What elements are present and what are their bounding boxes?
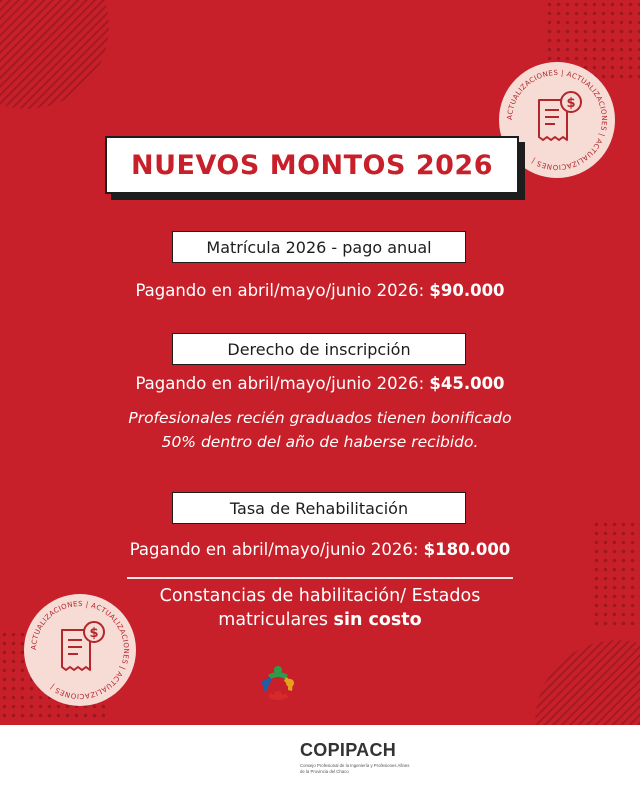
- price-amount: $45.000: [429, 374, 505, 393]
- closing-line-2: matriculares: [218, 610, 334, 630]
- closing-bold: sin costo: [333, 610, 422, 630]
- stripe-circle-bottom-right: [535, 640, 640, 725]
- stripe-circle-top-left: [0, 0, 110, 110]
- divider: [127, 577, 513, 579]
- copipach-logo-icon: [258, 661, 298, 701]
- label-derecho-inscripcion: Derecho de inscripción: [172, 333, 466, 365]
- closing-line-1: Constancias de habilitación/ Estados: [159, 586, 481, 606]
- svg-text:ACTUALIZACIONES | ACTUALIZACIO: [506, 69, 608, 171]
- note-line-1: Profesionales recién graduados tienen bonificado: [128, 409, 512, 427]
- price-line-inscripcion: [0, 374, 640, 393]
- closing-text: [0, 584, 640, 632]
- svg-text:$: $: [89, 626, 99, 641]
- receipt-dollar-icon: [539, 92, 581, 140]
- price-amount: $180.000: [423, 540, 511, 559]
- brand-name: COPIPACH: [300, 740, 397, 760]
- price-line-text: Pagando en abril/mayo/junio 2026:: [129, 540, 424, 559]
- title-box: [105, 136, 519, 194]
- brand-tagline: Consejo Profesional de la Ingeniería y Profesiones Afines de la Provincia del Chaco: [300, 763, 410, 774]
- price-line-text: Pagando en abril/mayo/junio 2026:: [135, 374, 430, 393]
- label-tasa-rehabilitacion: Tasa de Rehabilitación: [172, 492, 466, 524]
- svg-text:$: $: [566, 96, 576, 111]
- label-matricula: Matrícula 2026 - pago anual: [172, 231, 466, 263]
- price-amount: $90.000: [429, 281, 505, 300]
- seal-text: ACTUALIZACIONES | ACTUALIZACIONES | ACTUALIZACIONES |: [505, 68, 609, 172]
- footer: [0, 725, 640, 800]
- note-line-2: 50% dentro del año de haberse recibido.: [161, 433, 479, 451]
- page-title: NUEVOS MONTOS 2026: [131, 149, 493, 181]
- seal-text: ACTUALIZACIONES | ACTUALIZACIONES | ACTUALIZACIONES |: [29, 599, 131, 701]
- graduate-discount-note: [0, 406, 640, 454]
- price-line-text: Pagando en abril/mayo/junio 2026:: [135, 281, 430, 300]
- price-line-rehabilitacion: [0, 540, 640, 559]
- price-line-matricula: [0, 281, 640, 300]
